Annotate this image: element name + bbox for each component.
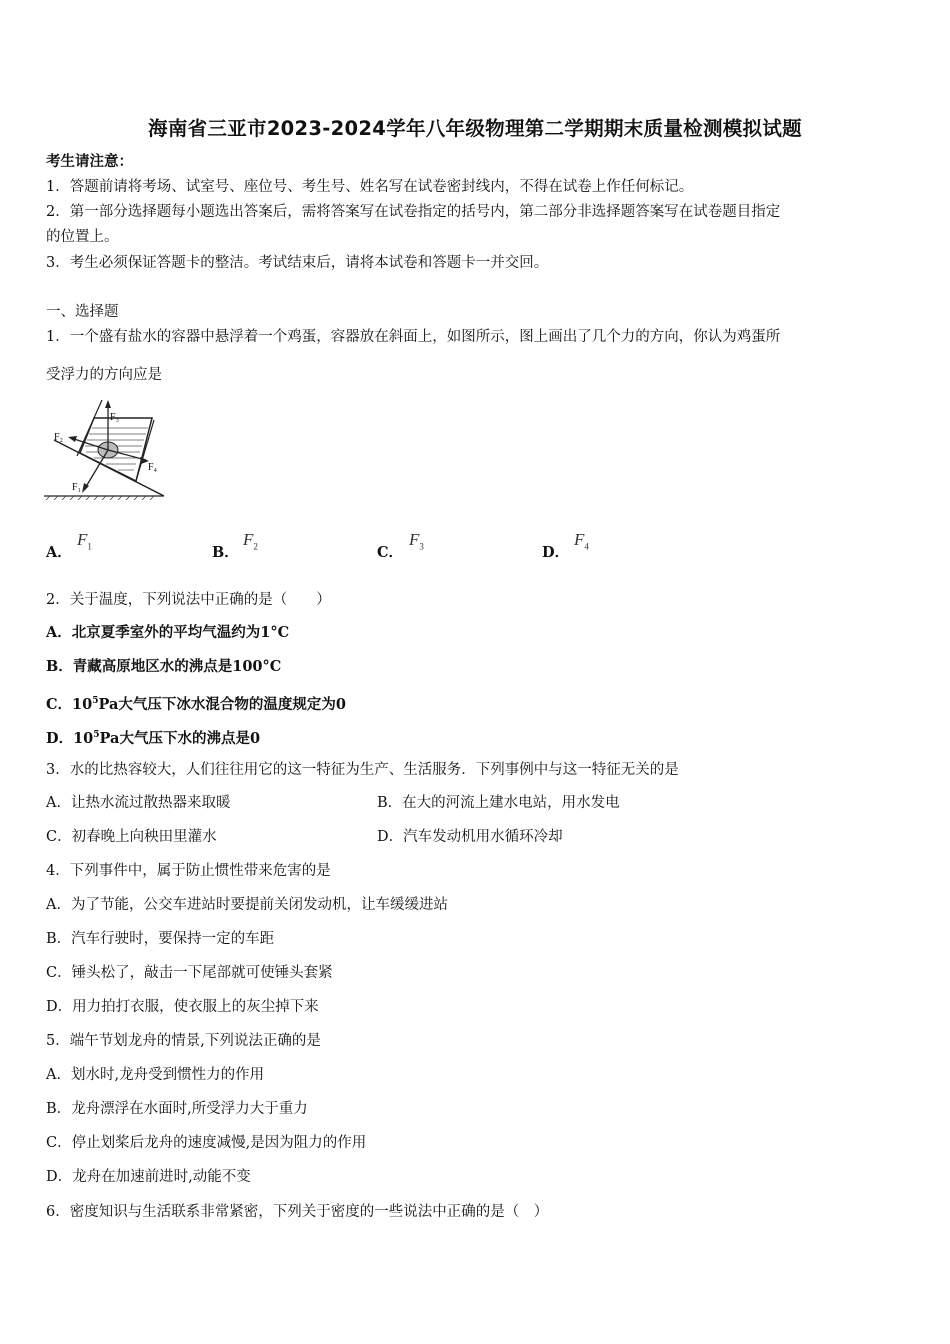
q2-option-a: A．北京夏季室外的平均气温约为1°C xyxy=(46,624,290,641)
fig-label-f1: F₁ xyxy=(72,482,82,493)
q2-option-d: D．$10^5Pa$大气压下水的沸点是0 xyxy=(46,729,261,747)
q1-stem-line1: 1．一个盛有盐水的容器中悬浮着一个鸡蛋，容器放在斜面上，如图所示，图上画出了几个力的方向，你认为鸡蛋所 xyxy=(46,329,781,345)
q2-option-c: C．$10^5Pa$大气压下冰水混合物的温度规定为0 xyxy=(46,695,346,713)
q3-option-a: A．让热水流过散热器来取暖 xyxy=(46,795,231,811)
q4-option-d: D．用力拍打衣服，使衣服上的灰尘掉下来 xyxy=(46,999,319,1015)
q5-option-d: D．龙舟在加速前进时,动能不变 xyxy=(46,1169,251,1185)
notice-item-2: 2．第一部分选择题每小题选出答案后，需将答案写在试卷指定的括号内，第二部分非选择题答案写在试卷题目指定 xyxy=(46,204,781,220)
q2-option-b: B．青藏高原地区水的沸点是100°C xyxy=(46,658,282,675)
fig-label-f4: F₄ xyxy=(148,462,158,473)
q1-option-b-value: $F_2$ xyxy=(243,530,258,552)
notice-item-3: 3．考生必须保证答题卡的整洁。考试结束后，请将本试卷和答题卡一并交回。 xyxy=(46,255,549,271)
q1-option-d-value: $F_4$ xyxy=(574,530,589,552)
q1-option-d-label: D． xyxy=(542,544,570,561)
fig-label-f3: F₃ xyxy=(110,412,120,423)
q2-stem: 2．关于温度，下列说法中正确的是（ ） xyxy=(46,592,331,608)
q4-option-c: C．锤头松了，敲击一下尾部就可使锤头套紧 xyxy=(46,965,333,981)
q1-option-c-label: C． xyxy=(377,544,404,561)
q5-option-c: C．停止划桨后龙舟的速度减慢,是因为阻力的作用 xyxy=(46,1135,367,1151)
q5-option-b: B．龙舟漂浮在水面时,所受浮力大于重力 xyxy=(46,1101,308,1117)
fig-label-f2: F₂ xyxy=(54,432,64,443)
q4-stem: 4．下列事件中，属于防止惯性带来危害的是 xyxy=(46,863,331,879)
section-heading: 一、选择题 xyxy=(46,304,119,320)
q1-option-a-value: $F_1$ xyxy=(77,530,92,552)
q3-option-d: D．汽车发动机用水循环冷却 xyxy=(377,829,563,845)
q1-stem-line2: 受浮力的方向应是 xyxy=(46,367,162,383)
q4-option-b: B．汽车行驶时，要保持一定的车距 xyxy=(46,931,275,947)
notice-heading: 考生请注意： xyxy=(46,153,133,170)
notice-item-1: 1．答题前请将考场、试室号、座位号、考生号、姓名写在试卷密封线内，不得在试卷上作任何标记。 xyxy=(46,179,694,195)
q5-option-a: A．划水时,龙舟受到惯性力的作用 xyxy=(46,1067,265,1083)
page-title: 海南省三亚市2023-2024学年八年级物理第二学期期末质量检测模拟试题 xyxy=(148,117,802,140)
q3-option-b: B．在大的河流上建水电站，用水发电 xyxy=(377,795,620,811)
q1-option-a-label: A． xyxy=(46,544,72,561)
q5-stem: 5．端午节划龙舟的情景,下列说法正确的是 xyxy=(46,1033,321,1049)
q3-option-c: C．初春晚上向秧田里灌水 xyxy=(46,829,217,845)
q6-stem: 6．密度知识与生活联系非常紧密，下列关于密度的一些说法中正确的是（ ） xyxy=(46,1204,549,1220)
notice-item-2-cont: 的位置上。 xyxy=(46,229,119,245)
q1-option-b-label: B． xyxy=(212,544,239,561)
q1-option-c-value: $F_3$ xyxy=(409,530,424,552)
q3-stem: 3．水的比热容较大，人们往往用它的这一特征为生产、生活服务．下列事例中与这一特征无关的是 xyxy=(46,762,679,778)
q1-force-diagram xyxy=(44,398,169,500)
q4-option-a: A．为了节能，公交车进站时要提前关闭发动机，让车缓缓进站 xyxy=(46,897,448,913)
